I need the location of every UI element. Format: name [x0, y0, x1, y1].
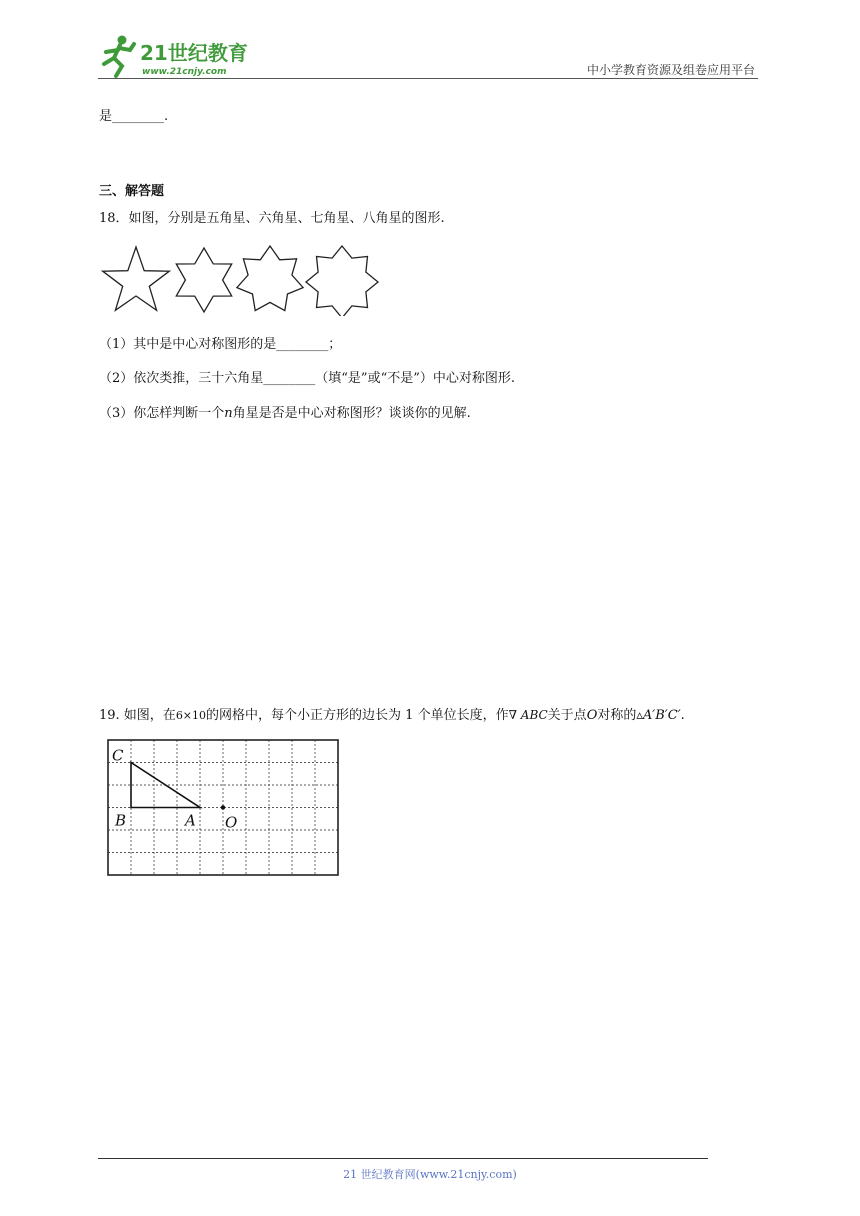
header-tagline: 中小学教育资源及组卷应用平台 — [586, 63, 755, 77]
grid-figure — [104, 737, 340, 877]
header-rule — [98, 78, 758, 79]
q19-triangle-abc: ∇ ABC — [508, 708, 548, 722]
q18-part2: （2）依次类推，三十六角星________（填“是”或“不是”）中心对称图形. — [99, 371, 515, 386]
star-8 — [306, 246, 378, 316]
label-a: A — [185, 811, 196, 830]
q19-stem-end: . — [680, 708, 685, 723]
q18-part3-b: 角星是否是中心对称图形？谈谈你的见解. — [232, 406, 471, 421]
point-o — [221, 805, 225, 809]
q19-triangle-abc-prime: ▵A′B′C′ — [636, 708, 681, 723]
logo-url: www.21cnjy.com — [142, 67, 227, 77]
logo — [92, 30, 262, 80]
label-c: C — [112, 746, 124, 765]
q18-part3 — [99, 402, 471, 421]
q17-tail: 是________. — [99, 109, 169, 124]
q18-var-n: n — [224, 406, 233, 421]
runner-icon — [104, 36, 134, 77]
q19-grid-size: 6×10 — [175, 709, 207, 722]
footer-rule — [98, 1158, 708, 1159]
q19-point-o: O — [586, 708, 598, 723]
logo-title: 21世纪教育 — [140, 41, 248, 65]
q18-part1: （1）其中是中心对称图形的是________； — [99, 337, 342, 352]
star-5 — [103, 247, 170, 310]
q18-stem: 18．如图，分别是五角星、六角星、七角星、八角星的图形. — [99, 211, 445, 226]
stars-figure — [100, 244, 380, 316]
section-title: 三、解答题 — [99, 184, 165, 199]
label-o: O — [225, 813, 238, 832]
q19-stem-d: 对称的 — [597, 708, 637, 723]
q19-stem-a: 19. 如图，在 — [99, 708, 176, 723]
q18-part3-a: （3）你怎样判断一个 — [99, 406, 225, 421]
star-6 — [176, 248, 231, 312]
q19-stem-b: 的网格中，每个小正方形的边长为 1 个单位长度，作 — [206, 708, 509, 723]
q19-stem — [99, 704, 685, 723]
footer-text: 21 世纪教育网(www.21cnjy.com) — [343, 1168, 517, 1181]
label-b: B — [115, 811, 127, 830]
q19-stem-c: 关于点 — [547, 708, 587, 723]
star-7 — [237, 246, 303, 311]
